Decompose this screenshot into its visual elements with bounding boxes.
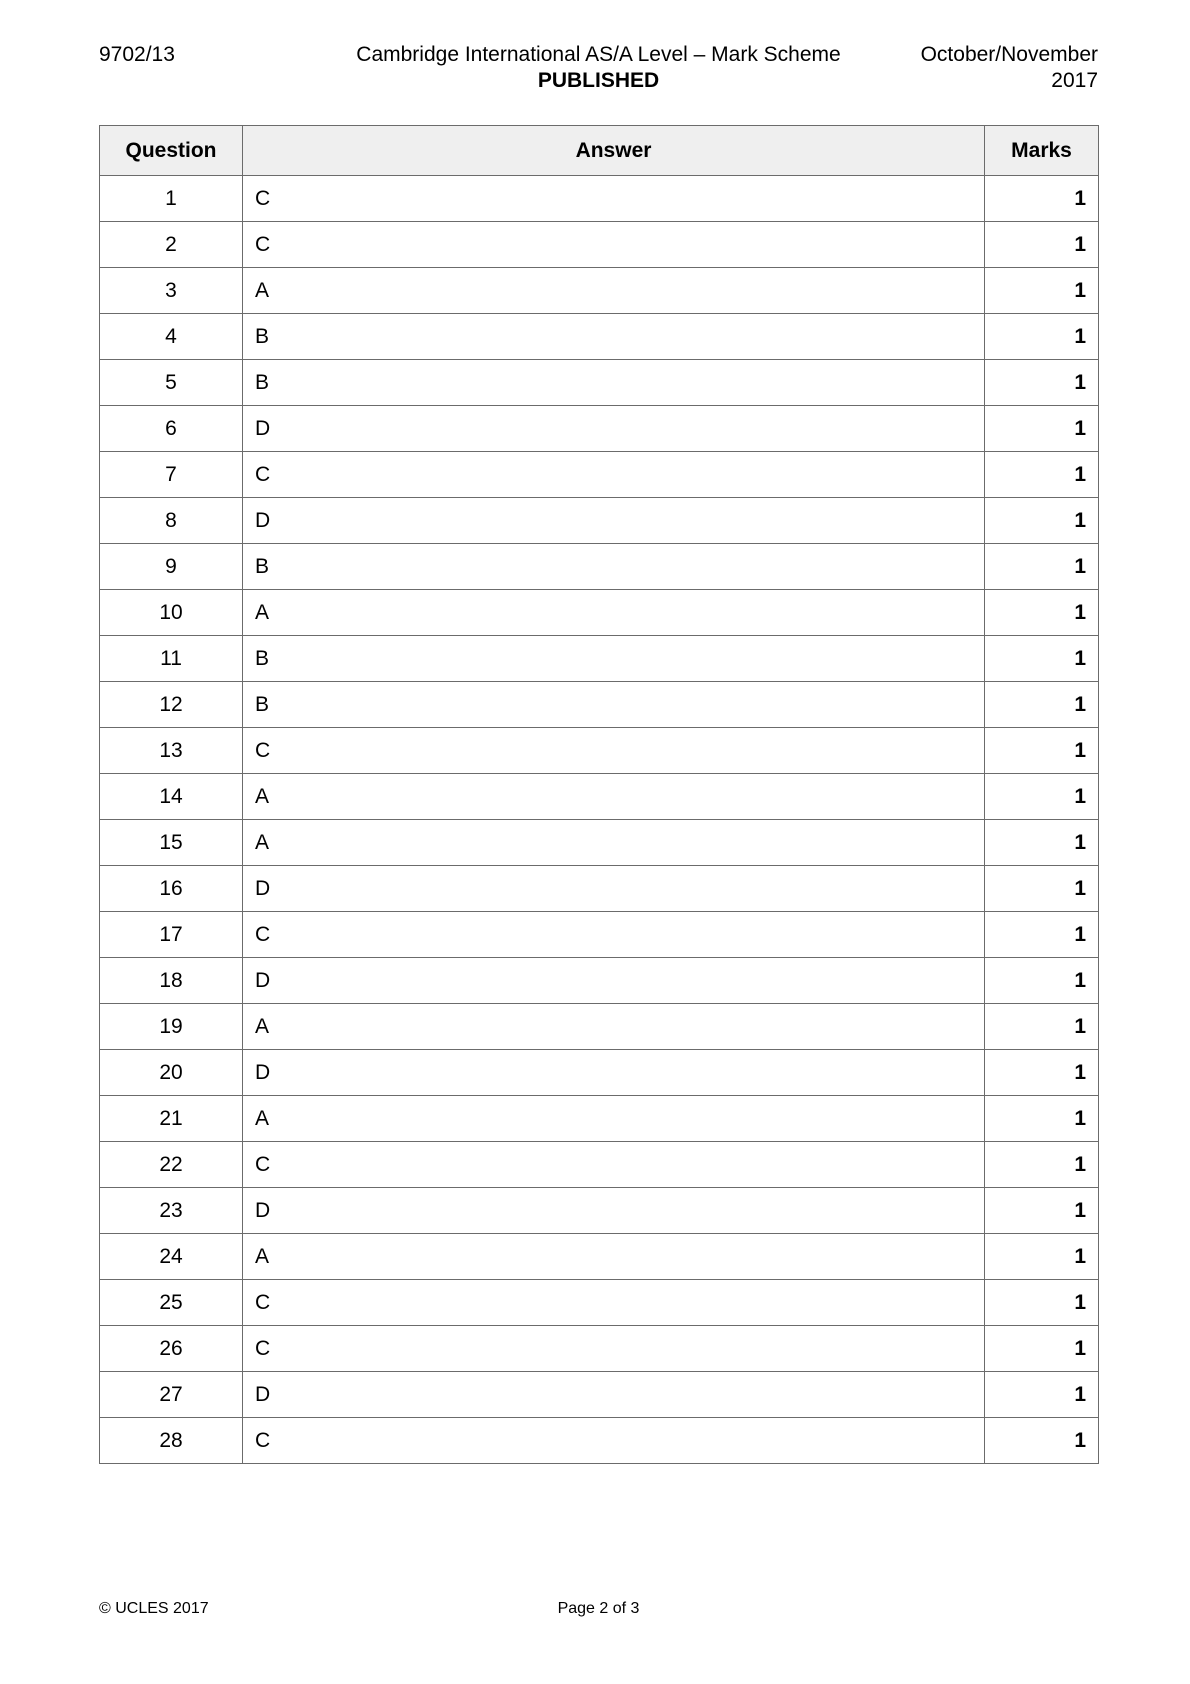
table-row <box>100 1372 1099 1418</box>
table-row <box>100 820 1099 866</box>
copyright-notice: © UCLES 2017 <box>99 1600 209 1617</box>
exam-session: October/November <box>920 43 1098 66</box>
answer-cell: C <box>243 1142 985 1188</box>
column-header-marks: Marks <box>985 126 1099 176</box>
answer-cell: C <box>243 728 985 774</box>
answer-cell: C <box>243 222 985 268</box>
table-header-row <box>100 126 1099 176</box>
table-row <box>100 406 1099 452</box>
question-number-cell: 2 <box>100 222 243 268</box>
page-number: Page 2 of 3 <box>557 1600 640 1617</box>
question-number-cell: 17 <box>100 912 243 958</box>
table-row <box>100 1142 1099 1188</box>
table-row <box>100 682 1099 728</box>
table-row <box>100 1188 1099 1234</box>
question-number-cell: 22 <box>100 1142 243 1188</box>
table-row <box>100 1050 1099 1096</box>
marks-cell: 1 <box>985 1188 1099 1234</box>
table-row <box>100 636 1099 682</box>
question-number-cell: 11 <box>100 636 243 682</box>
published-label: PUBLISHED <box>537 69 660 92</box>
table-row <box>100 314 1099 360</box>
answer-cell: D <box>243 498 985 544</box>
question-number-cell: 15 <box>100 820 243 866</box>
table-row <box>100 1326 1099 1372</box>
marks-cell: 1 <box>985 314 1099 360</box>
answer-cell: B <box>243 682 985 728</box>
column-header-answer: Answer <box>243 126 985 176</box>
marks-cell: 1 <box>985 1326 1099 1372</box>
table-row <box>100 912 1099 958</box>
answer-cell: D <box>243 406 985 452</box>
question-number-cell: 19 <box>100 1004 243 1050</box>
column-header-question: Question <box>100 126 243 176</box>
page-header <box>99 42 1098 98</box>
marks-cell: 1 <box>985 728 1099 774</box>
question-number-cell: 23 <box>100 1188 243 1234</box>
table-row <box>100 774 1099 820</box>
table-row <box>100 1280 1099 1326</box>
table-row <box>100 728 1099 774</box>
marks-cell: 1 <box>985 360 1099 406</box>
table-row <box>100 1418 1099 1464</box>
syllabus-code: 9702/13 <box>99 43 175 66</box>
table-row <box>100 268 1099 314</box>
answer-cell: D <box>243 1188 985 1234</box>
question-number-cell: 28 <box>100 1418 243 1464</box>
marks-cell: 1 <box>985 268 1099 314</box>
marks-cell: 1 <box>985 912 1099 958</box>
answer-cell: A <box>243 820 985 866</box>
answer-cell: B <box>243 544 985 590</box>
answer-cell: D <box>243 1372 985 1418</box>
marks-cell: 1 <box>985 590 1099 636</box>
mark-scheme-table <box>99 125 1099 1464</box>
question-number-cell: 16 <box>100 866 243 912</box>
answer-cell: B <box>243 636 985 682</box>
table-row <box>100 958 1099 1004</box>
question-number-cell: 13 <box>100 728 243 774</box>
question-number-cell: 26 <box>100 1326 243 1372</box>
answer-cell: A <box>243 1234 985 1280</box>
answer-cell: B <box>243 360 985 406</box>
question-number-cell: 1 <box>100 176 243 222</box>
answer-cell: D <box>243 866 985 912</box>
question-number-cell: 21 <box>100 1096 243 1142</box>
marks-cell: 1 <box>985 406 1099 452</box>
marks-cell: 1 <box>985 1280 1099 1326</box>
table-row <box>100 590 1099 636</box>
question-number-cell: 10 <box>100 590 243 636</box>
answer-cell: A <box>243 1004 985 1050</box>
table-row <box>100 1096 1099 1142</box>
exam-session-block <box>921 42 1098 94</box>
table-body <box>100 176 1099 1464</box>
answer-cell: C <box>243 176 985 222</box>
answer-cell: C <box>243 1280 985 1326</box>
question-number-cell: 25 <box>100 1280 243 1326</box>
marks-cell: 1 <box>985 1418 1099 1464</box>
marks-cell: 1 <box>985 866 1099 912</box>
answer-cell: D <box>243 958 985 1004</box>
exam-year: 2017 <box>1051 69 1098 92</box>
marks-cell: 1 <box>985 682 1099 728</box>
table-row <box>100 866 1099 912</box>
question-number-cell: 7 <box>100 452 243 498</box>
answer-cell: A <box>243 590 985 636</box>
document-title: Cambridge International AS/A Level – Mark Scheme <box>356 43 841 66</box>
marks-cell: 1 <box>985 820 1099 866</box>
question-number-cell: 20 <box>100 1050 243 1096</box>
marks-cell: 1 <box>985 452 1099 498</box>
table-row <box>100 1234 1099 1280</box>
answer-cell: C <box>243 1418 985 1464</box>
question-number-cell: 27 <box>100 1372 243 1418</box>
question-number-cell: 18 <box>100 958 243 1004</box>
table-row <box>100 222 1099 268</box>
marks-cell: 1 <box>985 774 1099 820</box>
marks-cell: 1 <box>985 1142 1099 1188</box>
answer-cell: A <box>243 1096 985 1142</box>
answer-cell: C <box>243 452 985 498</box>
marks-cell: 1 <box>985 636 1099 682</box>
question-number-cell: 4 <box>100 314 243 360</box>
marks-cell: 1 <box>985 958 1099 1004</box>
table-row <box>100 452 1099 498</box>
question-number-cell: 5 <box>100 360 243 406</box>
question-number-cell: 12 <box>100 682 243 728</box>
marks-cell: 1 <box>985 1372 1099 1418</box>
table-row <box>100 176 1099 222</box>
question-number-cell: 8 <box>100 498 243 544</box>
answer-cell: C <box>243 1326 985 1372</box>
table-row <box>100 544 1099 590</box>
table-row <box>100 360 1099 406</box>
question-number-cell: 14 <box>100 774 243 820</box>
table-row <box>100 498 1099 544</box>
answer-cell: B <box>243 314 985 360</box>
table-row <box>100 1004 1099 1050</box>
marks-cell: 1 <box>985 1050 1099 1096</box>
question-number-cell: 24 <box>100 1234 243 1280</box>
question-number-cell: 6 <box>100 406 243 452</box>
marks-cell: 1 <box>985 1096 1099 1142</box>
answer-cell: C <box>243 912 985 958</box>
marks-cell: 1 <box>985 498 1099 544</box>
answer-cell: D <box>243 1050 985 1096</box>
marks-cell: 1 <box>985 176 1099 222</box>
question-number-cell: 3 <box>100 268 243 314</box>
marks-cell: 1 <box>985 544 1099 590</box>
marks-cell: 1 <box>985 222 1099 268</box>
question-number-cell: 9 <box>100 544 243 590</box>
marks-cell: 1 <box>985 1234 1099 1280</box>
answer-cell: A <box>243 774 985 820</box>
marks-cell: 1 <box>985 1004 1099 1050</box>
answer-cell: A <box>243 268 985 314</box>
